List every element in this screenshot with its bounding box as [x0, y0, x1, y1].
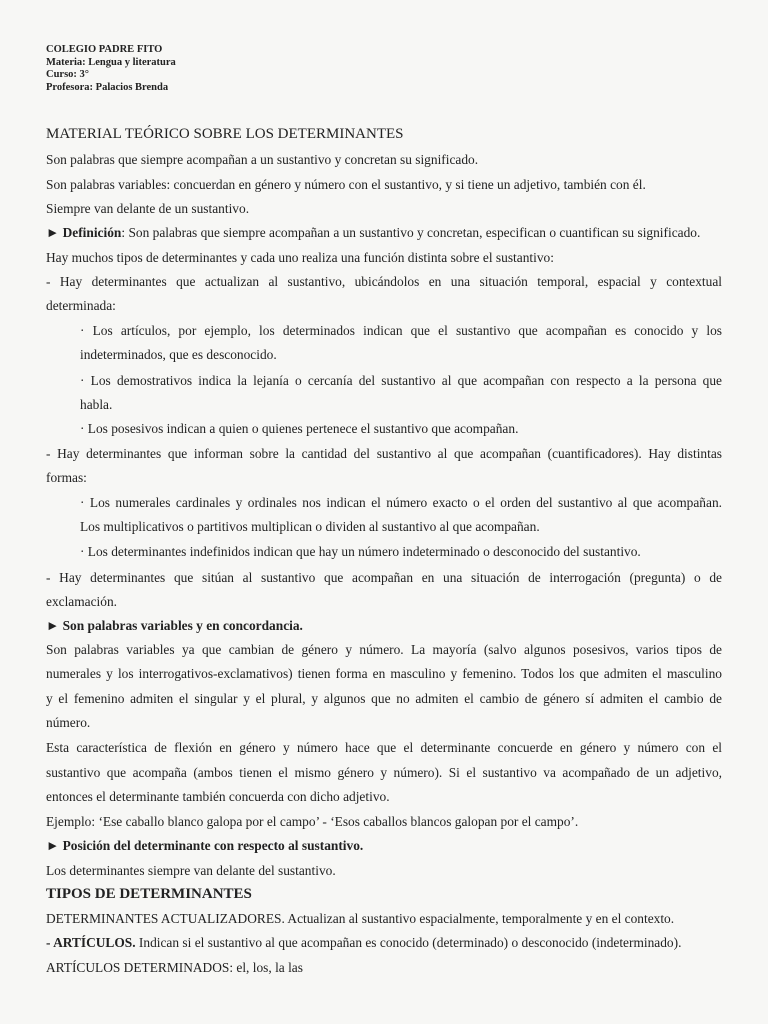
subject-line: Materia: Lengua y literatura	[46, 56, 176, 68]
paragraph-line: número.	[46, 715, 91, 730]
section-title: TIPOS DE DETERMINANTES	[46, 886, 252, 902]
paragraph-line: numerales y los interrogativos-exclamativos) tienen forma en masculino y femenino. Todos los que admiten el masculino	[46, 666, 722, 681]
course-line: Curso: 3°	[46, 69, 89, 80]
document-title: MATERIAL TEÓRICO SOBRE LOS DETERMINANTES	[46, 126, 404, 142]
definition-text: : Son palabras que siempre acompañan a un sustantivo y concretan, especifican o cuantifican su significado.	[121, 225, 701, 240]
paragraph: ARTÍCULOS DETERMINADOS: el, los, la las	[46, 960, 303, 975]
school-name: COLEGIO PADRE FITO	[46, 44, 163, 55]
definition-paragraph	[46, 225, 700, 241]
paragraph-line: determinada:	[46, 298, 116, 313]
paragraph-line: formas:	[46, 470, 87, 485]
articles-text: Indican si el sustantivo al que acompañan es conocido (determinado) o desconocido (indeterminado).	[135, 935, 682, 950]
list-item-line: habla.	[80, 397, 113, 412]
paragraph-line: entonces el determinante también concuerda con dicho adjetivo.	[46, 789, 390, 804]
paragraph: Son palabras variables: concuerdan en género y número con el sustantivo, y si tiene un adjetivo, también con él.	[46, 177, 646, 192]
paragraph-line: exclamación.	[46, 594, 118, 609]
paragraph	[46, 935, 681, 951]
paragraph: Los determinantes siempre van delante del sustantivo.	[46, 863, 336, 878]
list-item-line: · Los demostrativos indica la lejanía o cercanía del sustantivo al que acompañan con respecto a la persona que	[80, 373, 722, 388]
paragraph-line: - Hay determinantes que actualizan al sustantivo, ubicándolos en una situación temporal, espacial y contextual	[46, 274, 722, 289]
list-item-line: · Los numerales cardinales y ordinales nos indican el número exacto o el orden del sustantivo al que acompañan.	[80, 495, 722, 510]
list-item-line: indeterminados, que es desconocido.	[80, 347, 277, 362]
list-item: · Los posesivos indican a quien o quienes pertenece el sustantivo que acompañan.	[80, 421, 519, 436]
paragraph-line: y el femenino admiten el singular y el plural, y algunos que no admiten el cambio de género sí admiten el cambio de	[46, 691, 722, 706]
teacher-line: Profesora: Palacios Brenda	[46, 81, 169, 93]
section-heading: ► Posición del determinante con respecto al sustantivo.	[46, 838, 364, 853]
articles-label: - ARTÍCULOS.	[46, 935, 136, 950]
example-line: Ejemplo: ‘Ese caballo blanco galopa por el campo’ - ‘Esos caballos blancos galopan por el campo’.	[46, 814, 579, 829]
paragraph-line: - Hay determinantes que informan sobre la cantidad del sustantivo al que acompañan (cuantificadores). Hay distintas	[46, 446, 722, 461]
paragraph-line: Son palabras variables ya que cambian de género y número. La mayoría (salvo algunos posesivos, varios tipos de	[46, 642, 722, 657]
list-item: · Los determinantes indefinidos indican que hay un número indeterminado o desconocido del sustantivo.	[80, 544, 641, 559]
paragraph-line: Esta característica de flexión en género y número hace que el determinante concuerde en género y número con el	[46, 740, 722, 755]
list-item-line: Los multiplicativos o partitivos multiplican o dividen al sustantivo al que acompañan.	[80, 519, 540, 534]
definition-label: ► Definición	[46, 225, 122, 240]
document-header	[46, 44, 176, 94]
section-heading: ► Son palabras variables y en concordancia.	[46, 618, 303, 633]
paragraph: Siempre van delante de un sustantivo.	[46, 201, 250, 216]
paragraph: Hay muchos tipos de determinantes y cada uno realiza una función distinta sobre el sustantivo:	[46, 250, 554, 265]
paragraph-line: - Hay determinantes que sitúan al sustantivo que acompañan en una situación de interrogación (pregunta) o de	[46, 570, 722, 585]
paragraph: Son palabras que siempre acompañan a un sustantivo y concretan su significado.	[46, 152, 479, 167]
list-item-line: · Los artículos, por ejemplo, los determinados indican que el sustantivo que acompañan es conocido y los	[80, 323, 722, 338]
paragraph: DETERMINANTES ACTUALIZADORES. Actualizan al sustantivo espacialmente, temporalmente y en el contexto.	[46, 911, 675, 926]
paragraph-line: sustantivo que acompaña (ambos tienen el mismo género y número). Si el sustantivo va acompañado de un adjetivo,	[46, 765, 722, 780]
